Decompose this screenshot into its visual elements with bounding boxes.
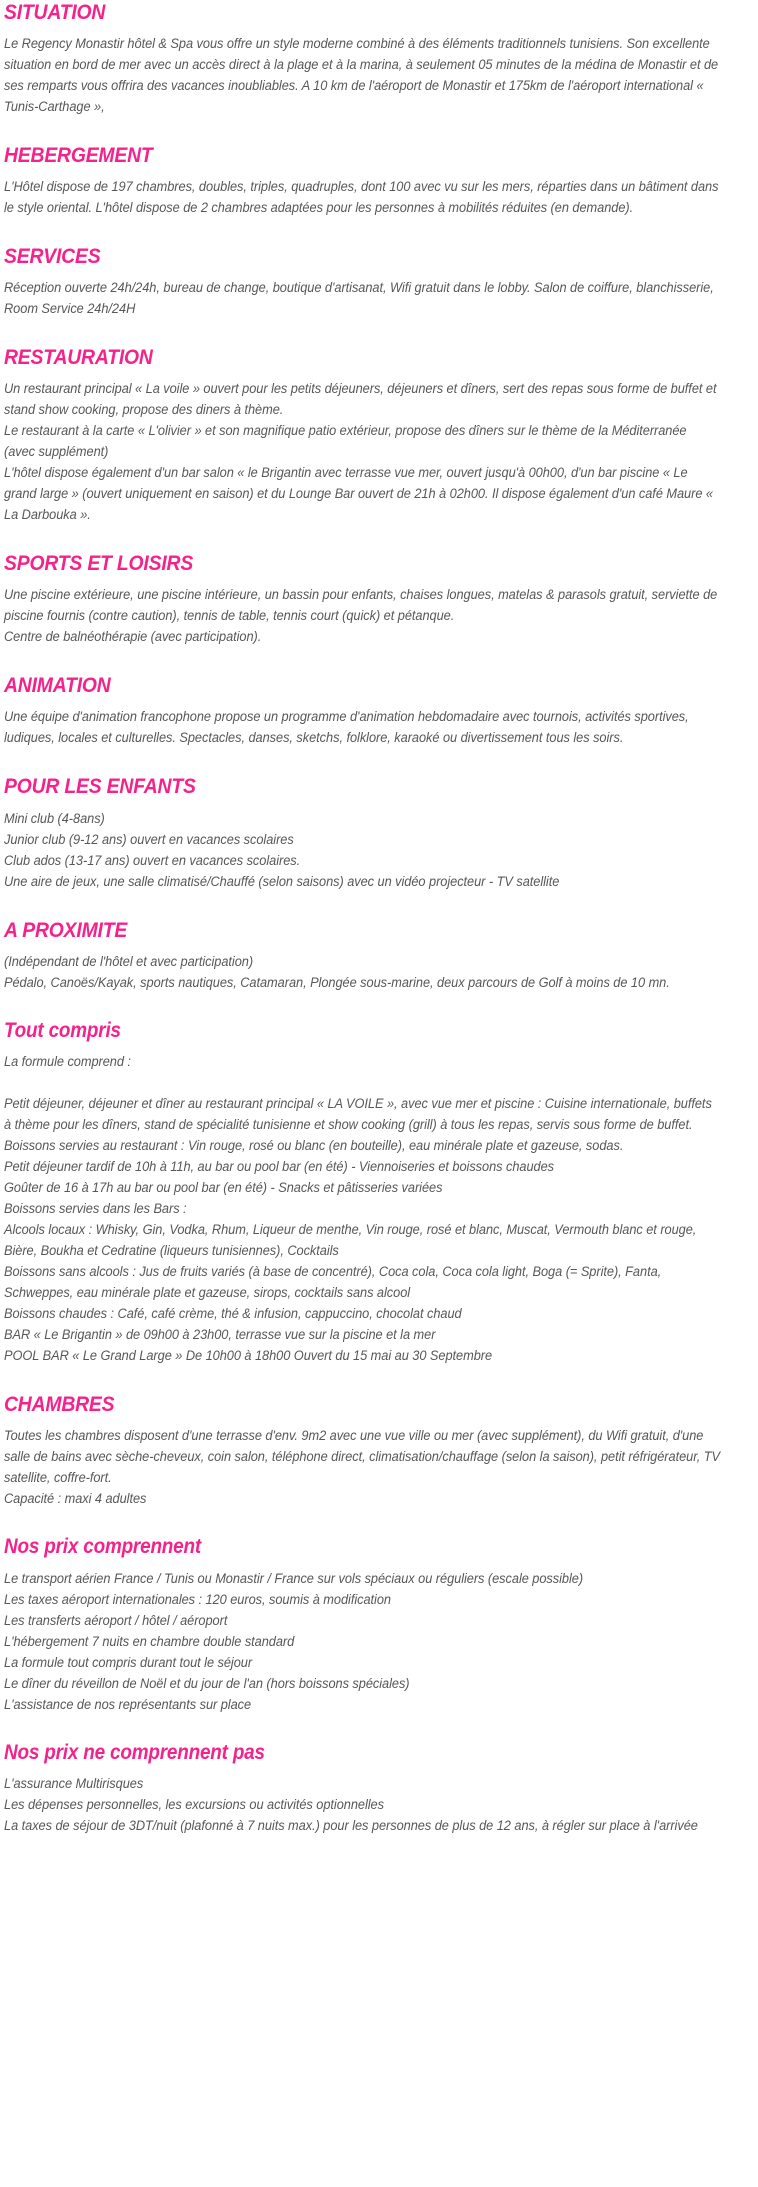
section-chambres	[4, 1392, 754, 1509]
section-heading-situation: SITUATION	[4, 0, 106, 24]
text-line: Petit déjeuner, déjeuner et dîner au restaurant principal « LA VOILE », avec vue mer et piscine : Cuisine internationale, buffets à thème pour les dîners, stand de spécialité tunisienne et show cooking (grill) à tous les repas, servis sous forme de buffet.	[4, 1096, 712, 1133]
section-heading-services: SERVICES	[4, 244, 101, 269]
section-lines	[4, 1051, 754, 1366]
text-line: BAR « Le Brigantin » de 09h00 à 23h00, terrasse vue sur la piscine et la mer	[4, 1327, 436, 1343]
section-heading-nos-prix-ne-comprennent-pas: Nos prix ne comprennent pas	[4, 1740, 265, 1764]
text-line: Alcools locaux : Whisky, Gin, Vodka, Rhum, Liqueur de menthe, Vin rouge, rosé et blanc, Muscat, Vermouth blanc et rouge, Bière, Boukha et Cedratine (liqueurs tunisiennes), Cocktails	[4, 1222, 697, 1259]
text-line: Petit déjeuner tardif de 10h à 11h, au bar ou pool bar (en été) - Viennoiseries et boissons chaudes	[4, 1159, 555, 1175]
section-heading-tout-compris: Tout compris	[4, 1018, 121, 1042]
text-line: Club ados (13-17 ans) ouvert en vacances scolaires.	[4, 852, 301, 868]
section-lines	[4, 1425, 754, 1509]
section-sports-et-loisirs	[4, 551, 754, 647]
section-tout-compris	[4, 1019, 754, 1367]
text-line: Boissons servies au restaurant : Vin rouge, rosé ou blanc (en bouteille), eau minérale plate et gazeuse, sodas.	[4, 1138, 624, 1154]
section-heading-animation: ANIMATION	[4, 673, 111, 698]
section-services	[4, 244, 754, 319]
section-paragraph: Le Regency Monastir hôtel & Spa vous offre un style moderne combiné à des éléments traditionnels tunisiens. Son excellente situation en bord de mer avec un accès direct à la plage et à la marina, à seulement 05 minutes de la médina de Monastir et de ses remparts vous offrira des vacances inoubliables. A 10 km de l'aéroport de Monastir et 175km de l'aéroport international « Tunis-Carthage »,	[4, 36, 719, 115]
text-line: La taxes de séjour de 3DT/nuit (plafonné à 7 nuits max.) pour les personnes de plus de 12 ans, à régler sur place à l'arrivée	[4, 1818, 698, 1834]
text-line: La formule tout compris durant tout le séjour	[4, 1654, 253, 1670]
text-line: Les dépenses personnelles, les excursions ou activités optionnelles	[4, 1797, 384, 1813]
text-line: Boissons sans alcools : Jus de fruits variés (à base de concentré), Coca cola, Coca cola light, Boga (= Sprite), Fanta, Schweppes, eau minérale plate et gazeuse, sirops, cocktails sans alcool	[4, 1264, 662, 1301]
text-line: Les transferts aéroport / hôtel / aéroport	[4, 1612, 228, 1628]
text-line: (Indépendant de l'hôtel et avec participation)	[4, 953, 254, 969]
section-situation	[4, 0, 754, 117]
section-pour-les-enfants	[4, 774, 754, 891]
blank-line	[4, 1072, 720, 1093]
section-heading-pour-les-enfants: POUR LES ENFANTS	[4, 774, 196, 799]
section-heading-chambres: CHAMBRES	[4, 1392, 115, 1417]
text-line: Pédalo, Canoës/Kayak, sports nautiques, Catamaran, Plongée sous-marine, deux parcours de Golf à moins de 10 mn.	[4, 974, 670, 990]
text-line: Boissons servies dans les Bars :	[4, 1201, 187, 1217]
text-line: Capacité : maxi 4 adultes	[4, 1491, 147, 1507]
section-nos-prix-ne-comprennent-pas	[4, 1741, 754, 1837]
text-line: Le dîner du réveillon de Noël et du jour de l'an (hors boissons spéciales)	[4, 1675, 410, 1691]
section-paragraph: Réception ouverte 24h/24h, bureau de change, boutique d'artisanat, Wifi gratuit dans le lobby. Salon de coiffure, blanchisserie, Room Service 24h/24H	[4, 280, 714, 317]
section-lines	[4, 1773, 754, 1836]
text-line: Un restaurant principal « La voile » ouvert pour les petits déjeuners, déjeuners et dîners, sert des repas sous forme de buffet et stand show cooking, propose des diners à thème.	[4, 381, 717, 418]
section-heading-nos-prix-comprennent: Nos prix comprennent	[4, 1535, 201, 1559]
text-line: Mini club (4-8ans)	[4, 810, 105, 826]
section-lines	[4, 951, 754, 993]
section-animation	[4, 673, 754, 748]
text-line: Centre de balnéothérapie (avec participation).	[4, 629, 262, 645]
section-heading-sports-et-loisirs: SPORTS ET LOISIRS	[4, 551, 194, 576]
text-line: L'assistance de nos représentants sur place	[4, 1696, 252, 1712]
text-line: L'hôtel dispose également d'un bar salon « le Brigantin avec terrasse vue mer, ouvert jusqu'à 00h00, d'un bar piscine « Le grand large » (ouvert uniquement en saison) et du Lounge Bar ouvert de 21h à 02h00. Il dispose également d'un café Maure « La Darbouka ».	[4, 465, 713, 523]
text-line: Le restaurant à la carte « L'olivier » et son magnifique patio extérieur, propose des dîners sur le thème de la Méditerranée (avec supplément)	[4, 423, 687, 460]
section-heading-hebergement: HEBERGEMENT	[4, 143, 153, 168]
text-line: L'hébergement 7 nuits en chambre double standard	[4, 1633, 295, 1649]
text-line: Boissons chaudes : Café, café crème, thé & infusion, cappuccino, chocolat chaud	[4, 1306, 462, 1322]
text-line: Les taxes aéroport internationales : 120 euros, soumis à modification	[4, 1591, 391, 1607]
section-paragraph: Une équipe d'animation francophone propose un programme d'animation hebdomadaire avec tournois, activités sportives, ludiques, locales et culturelles. Spectacles, danses, sketchs, folklore, karaoké ou divertissement tous les soirs.	[4, 709, 689, 746]
section-nos-prix-comprennent	[4, 1535, 754, 1715]
text-line: Goûter de 16 à 17h au bar ou pool bar (en été) - Snacks et pâtisseries variées	[4, 1180, 443, 1196]
section-lines	[4, 808, 754, 892]
section-a-proximite	[4, 918, 754, 993]
text-line: Junior club (9-12 ans) ouvert en vacances scolaires	[4, 831, 294, 847]
text-line: Une aire de jeux, une salle climatisé/Chauffé (selon saisons) avec un vidéo projecteur - TV satellite	[4, 873, 560, 889]
text-line: POOL BAR « Le Grand Large » De 10h00 à 18h00 Ouvert du 15 mai au 30 Septembre	[4, 1348, 493, 1364]
text-line: La formule comprend :	[4, 1054, 131, 1070]
text-line: Une piscine extérieure, une piscine intérieure, un bassin pour enfants, chaises longues, matelas & parasols gratuit, serviette de piscine fournis (contre caution), tennis de table, tennis court (quick) et pétanque.	[4, 587, 718, 624]
section-paragraph: L'Hôtel dispose de 197 chambres, doubles, triples, quadruples, dont 100 avec vu sur les mers, réparties dans un bâtiment dans le style oriental. L'hôtel dispose de 2 chambres adaptées pour les personnes à mobilités réduites (en demande).	[4, 179, 719, 216]
section-lines	[4, 1568, 754, 1715]
section-hebergement	[4, 143, 754, 218]
section-restauration	[4, 345, 754, 525]
text-line: Toutes les chambres disposent d'une terrasse d'env. 9m2 avec une vue ville ou mer (avec supplément), du Wifi gratuit, d'une salle de bains avec sèche-cheveux, coin salon, téléphone direct, climatisation/chauffage (selon la saison), petit réfrigérateur, TV satellite, coffre-fort.	[4, 1428, 720, 1486]
section-lines	[4, 378, 754, 525]
text-line: L'assurance Multirisques	[4, 1776, 144, 1792]
section-heading-restauration: RESTAURATION	[4, 345, 153, 370]
text-line: Le transport aérien France / Tunis ou Monastir / France sur vols spéciaux ou réguliers (escale possible)	[4, 1570, 584, 1586]
section-lines	[4, 584, 754, 647]
section-heading-a-proximite: A PROXIMITE	[4, 917, 128, 942]
